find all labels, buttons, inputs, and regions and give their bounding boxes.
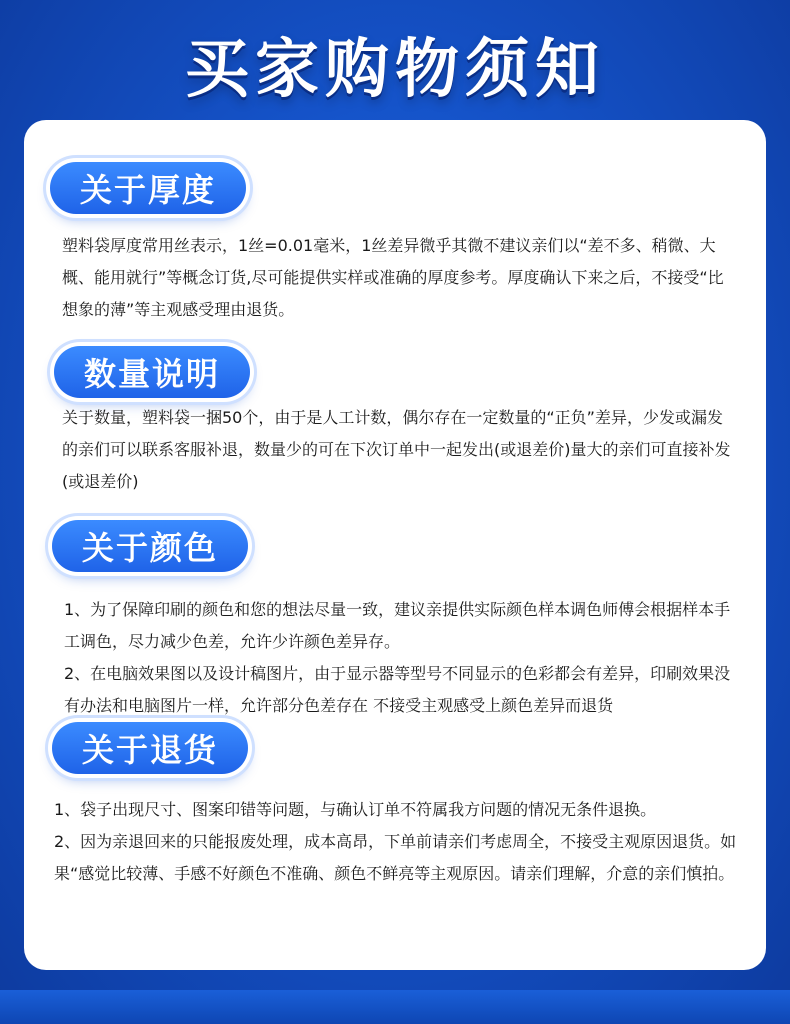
paragraph: 2、因为亲退回来的只能报废处理，成本高昂，下单前请亲们考虑周全，不接受主观原因退货。如果“感觉比较薄、手感不好颜色不准确、颜色不鲜亮等主观原因。请亲们理解，介意的亲们慎拍。 xyxy=(54,832,737,883)
page-title: 买家购物须知 xyxy=(185,33,605,107)
paragraph: 2、在电脑效果图以及设计稿图片，由于显示器等型号不同显示的色彩都会有差异，印刷效果没有办法和电脑图片一样，允许部分色差存在 不接受主观感受上颜色差异而退货 xyxy=(64,664,731,715)
section-text-thickness xyxy=(62,230,738,326)
section-heading-color: 关于颜色 xyxy=(52,520,248,572)
section-text-returns xyxy=(54,794,740,890)
paragraph: 1、袋子出现尺寸、图案印错等问题，与确认订单不符属我方问题的情况无条件退换。 xyxy=(54,800,657,819)
paragraph: 关于数量，塑料袋一捆50个，由于是人工计数，偶尔存在一定数量的“正负”差异，少发或漏发的亲们可以联系客服补退，数量少的可在下次订单中一起发出(或退差价)量大的亲们可直接补发(或退差价) xyxy=(62,408,731,491)
section-text-color xyxy=(64,594,740,722)
section-heading-quantity: 数量说明 xyxy=(54,346,250,398)
section-heading-returns: 关于退货 xyxy=(52,722,248,774)
section-text-quantity xyxy=(62,402,738,498)
paragraph: 1、为了保障印刷的颜色和您的想法尽量一致，建议亲提供实际颜色样本调色师傅会根据样本手工调色，尽力减少色差，允许少许颜色差异存。 xyxy=(64,600,731,651)
section-heading-thickness: 关于厚度 xyxy=(50,162,246,214)
bottom-strip xyxy=(0,990,790,1024)
paragraph: 塑料袋厚度常用丝表示，1丝=0.01毫米，1丝差异微乎其微不建议亲们以“差不多、稍微、大概、能用就行”等概念订货,尽可能提供实样或准确的厚度参考。厚度确认下来之后，不接受“比想象的薄”等主观感受理由退货。 xyxy=(62,236,724,319)
